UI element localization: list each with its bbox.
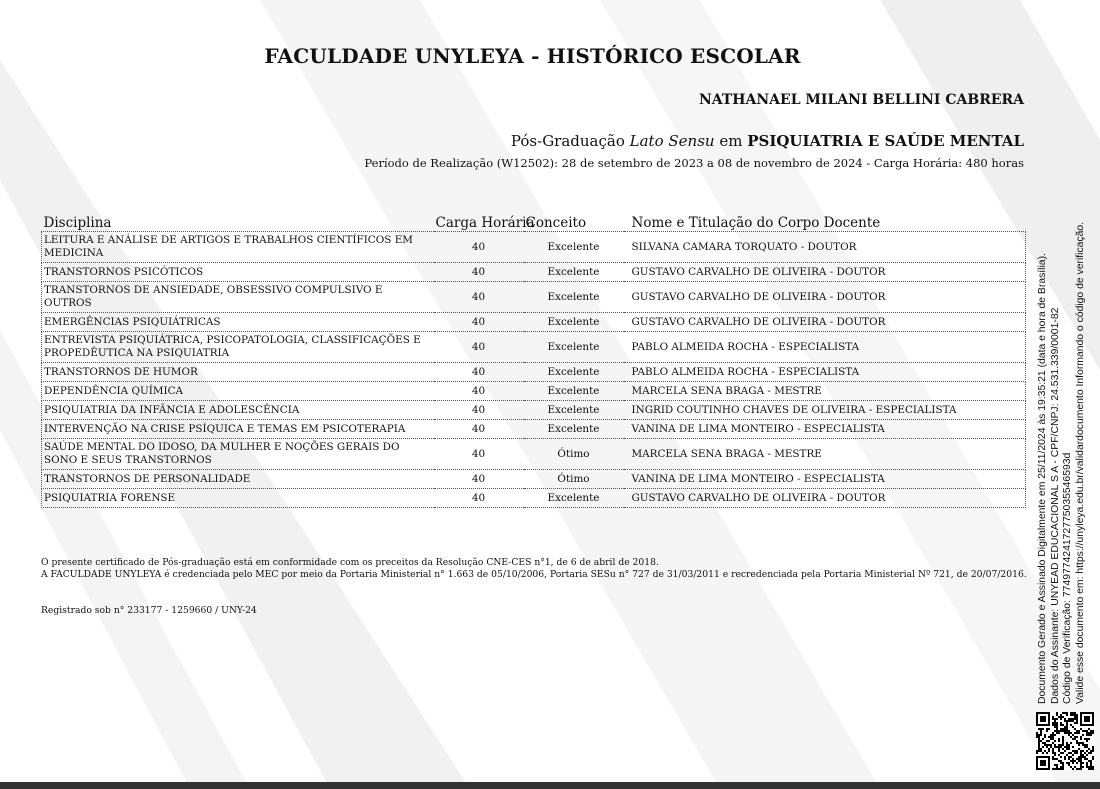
cell-teacher: PABLO ALMEIDA ROCHA - ESPECIALISTA	[624, 363, 1026, 382]
table-row	[42, 232, 1026, 263]
cell-hours: 40	[434, 332, 524, 363]
cell-teacher: MARCELA SENA BRAGA - MESTRE	[624, 439, 1026, 470]
cell-discipline: INTERVENÇÃO NA CRISE PSÍQUICA E TEMAS EM PSICOTERAPIA	[42, 420, 434, 439]
table-row	[42, 489, 1026, 508]
cell-teacher: VANINA DE LIMA MONTEIRO - ESPECIALISTA	[624, 420, 1026, 439]
cell-discipline: TRANSTORNOS DE HUMOR	[42, 363, 434, 382]
table-row	[42, 332, 1026, 363]
header-discipline: Disciplina	[43, 215, 112, 231]
cell-grade: Excelente	[524, 332, 624, 363]
table-row	[42, 382, 1026, 401]
cell-hours: 40	[434, 420, 524, 439]
cell-teacher: GUSTAVO CARVALHO DE OLIVEIRA - DOUTOR	[624, 489, 1026, 508]
header-teacher: Nome e Titulação do Corpo Docente	[631, 215, 881, 231]
course-line	[511, 132, 1024, 150]
cell-grade: Ótimo	[524, 470, 624, 489]
cell-teacher: GUSTAVO CARVALHO DE OLIVEIRA - DOUTOR	[624, 263, 1026, 282]
table-row	[42, 363, 1026, 382]
cell-discipline: TRANSTORNOS PSICÓTICOS	[42, 263, 434, 282]
cell-hours: 40	[434, 489, 524, 508]
cell-teacher: GUSTAVO CARVALHO DE OLIVEIRA - DOUTOR	[624, 282, 1026, 313]
cell-hours: 40	[434, 263, 524, 282]
cell-hours: 40	[434, 232, 524, 263]
cell-discipline: SAÚDE MENTAL DO IDOSO, DA MULHER E NOÇÕES GERAIS DO SONO E SEUS TRANSTORNOS	[42, 439, 434, 470]
legal-footnote	[41, 557, 1031, 582]
footnote-line-1: O presente certificado de Pós-graduação está em conformidade com os preceitos da Resolução CNE-CES n°1, de 6 de abril de 2018.	[41, 557, 659, 568]
table-row	[42, 420, 1026, 439]
student-name: NATHANAEL MILANI BELLINI CABRERA	[698, 92, 1024, 108]
cell-grade: Ótimo	[524, 439, 624, 470]
signature-line-3: Código de Verificação: 774977424172775035546593d	[1062, 452, 1074, 704]
signature-line-2: Dados do Assinante: UNYEAD EDUCACIONAL S A - CPF/CNPJ: 24.531.339/0001-82	[1049, 307, 1061, 704]
cell-grade: Excelente	[524, 363, 624, 382]
grades-table	[41, 213, 1026, 517]
cell-hours: 40	[434, 439, 524, 470]
bottom-bar	[0, 782, 1100, 789]
cell-teacher: SILVANA CAMARA TORQUATO - DOUTOR	[624, 232, 1026, 263]
table-row	[42, 439, 1026, 470]
cell-discipline: LEITURA E ANÁLISE DE ARTIGOS E TRABALHOS CIENTÍFICOS EM MEDICINA	[42, 232, 434, 263]
cell-grade: Excelente	[524, 282, 624, 313]
header-hours: Carga Horária	[435, 215, 535, 231]
table-row	[42, 313, 1026, 332]
table-bottom-spacer	[42, 508, 1026, 518]
course-period: Período de Realização (W12502): 28 de setembro de 2023 a 08 de novembro de 2024 - Carga Horária: 480 horas	[364, 156, 1024, 170]
table-row	[42, 401, 1026, 420]
cell-discipline: TRANSTORNOS DE ANSIEDADE, OBSESSIVO COMPULSIVO E OUTROS	[42, 282, 434, 313]
course-name: PSIQUIATRIA E SAÚDE MENTAL	[747, 132, 1024, 150]
digital-signature-block	[1037, 20, 1093, 710]
cell-grade: Excelente	[524, 263, 624, 282]
cell-hours: 40	[434, 282, 524, 313]
cell-discipline: PSIQUIATRIA DA INFÂNCIA E ADOLESCÊNCIA	[42, 401, 434, 420]
course-prefix: Pós-Graduação	[510, 132, 625, 150]
cell-hours: 40	[434, 470, 524, 489]
cell-discipline: PSIQUIATRIA FORENSE	[42, 489, 434, 508]
cell-teacher: VANINA DE LIMA MONTEIRO - ESPECIALISTA	[624, 470, 1026, 489]
table-header-row	[42, 213, 1026, 232]
cell-grade: Excelente	[524, 382, 624, 401]
cell-hours: 40	[434, 382, 524, 401]
table-row	[42, 263, 1026, 282]
cell-discipline: TRANSTORNOS DE PERSONALIDADE	[42, 470, 434, 489]
course-em: em	[719, 132, 743, 150]
cell-hours: 40	[434, 401, 524, 420]
cell-grade: Excelente	[524, 232, 624, 263]
registration-number: Registrado sob n° 233177 - 1259660 / UNY-24	[41, 605, 257, 616]
qr-code-icon[interactable]	[1036, 712, 1094, 770]
cell-grade: Excelente	[524, 420, 624, 439]
cell-grade: Excelente	[524, 313, 624, 332]
signature-line-1: Documento Gerado e Assinado Digitalmente em 25/11/2024 às 19:35:21 (data e hora de Brasília).	[1037, 253, 1048, 704]
cell-grade: Excelente	[524, 401, 624, 420]
footnote-line-2: A FACULDADE UNYLEYA é credenciada pelo MEC por meio da Portaria Ministerial n° 1.663 de 05/10/2006, Portaria SESu n° 727 de 31/03/2011 e recredenciada pela Portaria Ministerial Nº 721, de 20/07/2016.	[41, 569, 1027, 581]
table-bottom-rule	[42, 508, 1026, 518]
cell-discipline: ENTREVISTA PSIQUIÁTRICA, PSICOPATOLOGIA, CLASSIFICAÇÕES E PROPEDÊUTICA NA PSIQUIATRIA	[42, 332, 434, 363]
course-lato-sensu: Lato Sensu	[629, 132, 715, 150]
cell-teacher: GUSTAVO CARVALHO DE OLIVEIRA - DOUTOR	[624, 313, 1026, 332]
document-title: FACULDADE UNYLEYA - HISTÓRICO ESCOLAR	[264, 44, 801, 68]
cell-hours: 40	[434, 363, 524, 382]
cell-teacher: INGRID COUTINHO CHAVES DE OLIVEIRA - ESPECIALISTA	[624, 401, 1026, 420]
header-grade: Conceito	[525, 215, 587, 231]
table-row	[42, 470, 1026, 489]
cell-teacher: PABLO ALMEIDA ROCHA - ESPECIALISTA	[624, 332, 1026, 363]
cell-discipline: EMERGÊNCIAS PSIQUIÁTRICAS	[42, 313, 434, 332]
cell-grade: Excelente	[524, 489, 624, 508]
signature-line-4: Valide esse documento em: https://unyleya.edu.br/validardocumento Informando o código de verificação.	[1074, 221, 1086, 704]
cell-hours: 40	[434, 313, 524, 332]
cell-teacher: MARCELA SENA BRAGA - MESTRE	[624, 382, 1026, 401]
cell-discipline: DEPENDÊNCIA QUÍMICA	[42, 382, 434, 401]
table-row	[42, 282, 1026, 313]
